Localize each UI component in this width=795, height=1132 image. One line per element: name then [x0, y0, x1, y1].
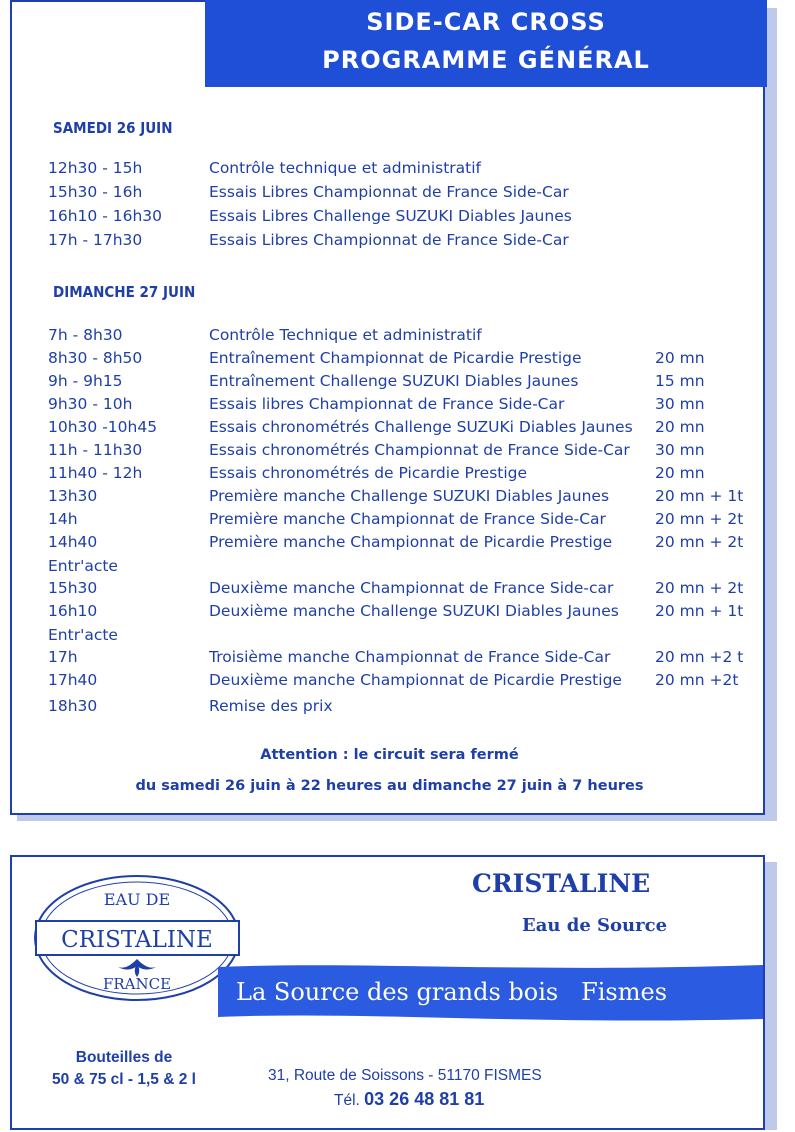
schedule-row	[12, 207, 767, 229]
schedule-time: 18h30	[48, 697, 98, 715]
schedule-duration: 20 mn + 2t	[655, 579, 744, 597]
tel-label: Tél.	[334, 1092, 360, 1109]
schedule-row	[12, 418, 767, 440]
schedule-duration: 20 mn + 1t	[655, 487, 744, 505]
tel-number: 03 26 48 81 81	[364, 1089, 485, 1109]
schedule-event: Deuxième manche Championnat de France Side-car	[209, 579, 614, 597]
schedule-event: Essais libres Championnat de France Side-Car	[209, 395, 565, 413]
schedule-event: Deuxième manche Challenge SUZUKI Diables Jaunes	[209, 602, 619, 620]
schedule-duration: 20 mn	[655, 464, 705, 482]
notice-line1: Attention : le circuit sera fermé	[260, 747, 519, 763]
schedule-event: Entraînement Championnat de Picardie Prestige	[209, 349, 582, 367]
program-panel	[10, 0, 765, 815]
program-header	[205, 0, 767, 87]
schedule-event: Troisième manche Championnat de France Side-Car	[209, 648, 611, 666]
schedule-time: 14h40	[48, 533, 98, 551]
schedule-time: 9h30 - 10h	[48, 395, 133, 413]
schedule-event: Entraînement Challenge SUZUKI Diables Jaunes	[209, 372, 579, 390]
schedule-event: Contrôle technique et administratif	[209, 159, 481, 177]
bottle-sizes	[44, 1047, 204, 1091]
schedule-duration: 15 mn	[655, 372, 705, 390]
schedule-time: 16h10 - 16h30	[48, 207, 162, 225]
schedule-event: Contrôle Technique et administratif	[209, 326, 482, 344]
schedule-time: 11h40 - 12h	[48, 464, 143, 482]
schedule-time: 16h10	[48, 602, 98, 620]
bottles-line2: 50 & 75 cl - 1,5 & 2 l	[52, 1071, 196, 1088]
program-title-line2: PROGRAMME GÉNÉRAL	[322, 46, 650, 74]
schedule-event: Deuxième manche Championnat de Picardie Prestige	[209, 671, 622, 689]
schedule-time: 15h30	[48, 579, 98, 597]
schedule-row	[12, 533, 767, 555]
notice-line2: du samedi 26 juin à 22 heures au dimanche 27 juin à 7 heures	[135, 778, 644, 794]
schedule-time: Entr'acte	[48, 626, 118, 644]
schedule-row	[12, 579, 767, 601]
schedule-time: 17h40	[48, 671, 98, 689]
schedule-duration: 20 mn +2t	[655, 671, 739, 689]
schedule-time: 13h30	[48, 487, 98, 505]
bottles-line1: Bouteilles de	[75, 1049, 173, 1066]
schedule-row	[12, 326, 767, 348]
schedule-row	[12, 648, 767, 670]
schedule-duration: 20 mn + 2t	[655, 533, 744, 551]
schedule-event: Essais Libres Challenge SUZUKI Diables Jaunes	[209, 207, 572, 225]
schedule-duration: 20 mn + 2t	[655, 510, 744, 528]
slogan-banner	[218, 963, 763, 1021]
brand-name: CRISTALINE	[472, 869, 651, 898]
schedule-time: 11h - 11h30	[48, 441, 143, 459]
schedule-event: Première manche Championnat de Picardie Prestige	[209, 533, 613, 551]
program-title-line1: SIDE-CAR CROSS	[366, 8, 606, 36]
schedule-row	[12, 464, 767, 486]
cristaline-ad	[10, 855, 765, 1130]
schedule-duration: 30 mn	[655, 441, 705, 459]
logo-top-text: EAU DE	[103, 890, 171, 909]
brand-subtitle: Eau de Source	[522, 915, 668, 936]
schedule-duration: 20 mn + 1t	[655, 602, 744, 620]
schedule-duration: 30 mn	[655, 395, 705, 413]
logo-main-text: CRISTALINE	[61, 927, 213, 953]
schedule-time: 17h - 17h30	[48, 231, 143, 249]
schedule-event: Remise des prix	[209, 697, 333, 715]
sunday-title: DIMANCHE 27 JUIN	[53, 283, 196, 301]
schedule-row	[12, 602, 767, 624]
schedule-row	[12, 395, 767, 417]
schedule-row	[12, 487, 767, 509]
schedule-row	[12, 231, 767, 253]
schedule-row	[12, 557, 767, 579]
schedule-event: Essais chronométrés Challenge SUZUKi Diables Jaunes	[209, 418, 633, 436]
cristaline-logo	[30, 871, 245, 1006]
schedule-event: Essais chronométrés de Picardie Prestige	[209, 464, 528, 482]
schedule-event: Essais Libres Championnat de France Side-Car	[209, 183, 569, 201]
schedule-row	[12, 697, 767, 719]
schedule-row	[12, 671, 767, 693]
schedule-time: 14h	[48, 510, 78, 528]
schedule-event: Essais chronométrés Championnat de France Side-Car	[209, 441, 630, 459]
schedule-row	[12, 183, 767, 205]
slogan-text: La Source des grands bois Fismes	[236, 978, 668, 1006]
schedule-duration: 20 mn	[655, 418, 705, 436]
schedule-row	[12, 626, 767, 648]
address: 31, Route de Soissons - 51170 FISMES	[268, 1067, 542, 1084]
schedule-row	[12, 372, 767, 394]
schedule-event: Essais Libres Championnat de France Side-Car	[209, 231, 569, 249]
schedule-time: 7h - 8h30	[48, 326, 123, 344]
schedule-row	[12, 441, 767, 463]
schedule-duration: 20 mn	[655, 349, 705, 367]
schedule-time: Entr'acte	[48, 557, 118, 575]
schedule-time: 17h	[48, 648, 78, 666]
schedule-duration: 20 mn +2 t	[655, 648, 744, 666]
telephone	[334, 1089, 484, 1110]
schedule-row	[12, 349, 767, 371]
schedule-row	[12, 510, 767, 532]
schedule-time: 12h30 - 15h	[48, 159, 143, 177]
schedule-event: Première manche Challenge SUZUKI Diables Jaunes	[209, 487, 610, 505]
schedule-time: 8h30 - 8h50	[48, 349, 143, 367]
saturday-title: SAMEDI 26 JUIN	[53, 119, 173, 137]
schedule-row	[12, 159, 767, 181]
schedule-event: Première manche Championnat de France Side-Car	[209, 510, 606, 528]
schedule-time: 15h30 - 16h	[48, 183, 143, 201]
schedule-time: 10h30 -10h45	[48, 418, 158, 436]
logo-bottom-text: FRANCE	[102, 975, 172, 993]
schedule-time: 9h - 9h15	[48, 372, 123, 390]
